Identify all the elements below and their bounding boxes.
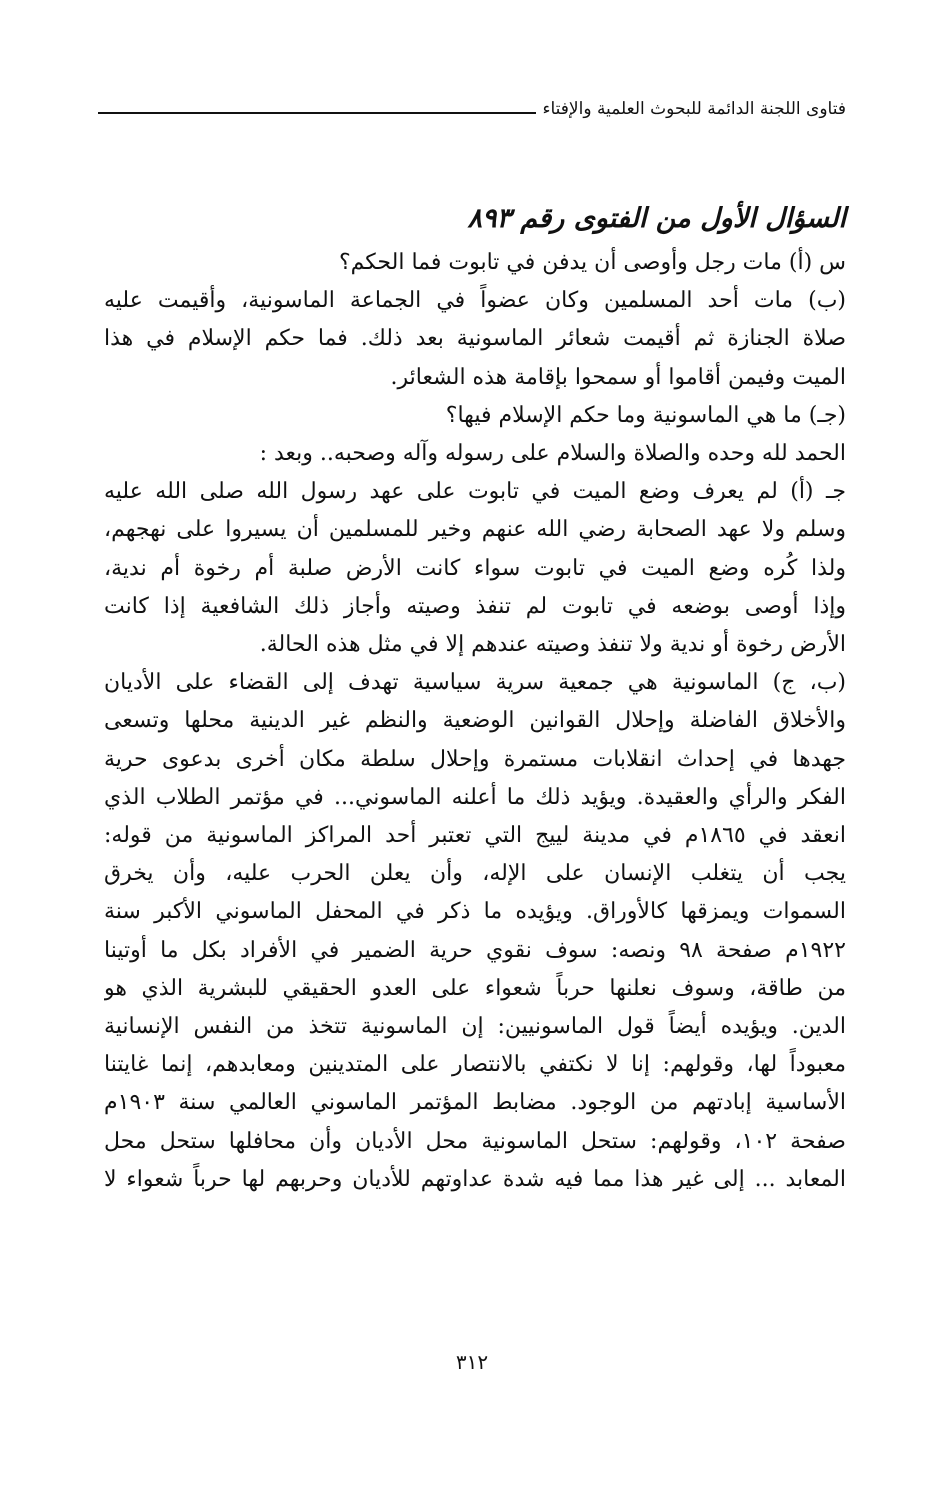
page-body bbox=[104, 196, 846, 1199]
running-header bbox=[98, 88, 846, 118]
text-line: صلاة الجنازة ثم أقيمت شعائر الماسونية بعد ذلك. فما حكم الإسلام في هذا bbox=[104, 326, 846, 352]
text-line: س (أ) مات رجل وأوصى أن يدفن في تابوت فما الحكم؟ bbox=[338, 250, 846, 275]
text-line: صفحة ١٠٢، وقولهم: ستحل الماسونية محل الأديان وأن محافلها ستحل محل bbox=[104, 1128, 846, 1154]
text-line: يجب أن يتغلب الإنسان على الإله، وأن يعلن الحرب عليه، وأن يخرق bbox=[104, 861, 846, 887]
text-line: الميت وفيمن أقاموا أو سمحوا بإقامة هذه الشعائر. bbox=[390, 364, 846, 390]
text-line: ولذا كُره وضع الميت في تابوت سواء كانت الأرض صلبة أم رخوة أم ندية، bbox=[104, 555, 846, 581]
text-line: معبوداً لها، وقولهم: إنا لا نكتفي بالانتصار على المتدينين ومعابدهم، إنما غايتنا bbox=[104, 1052, 846, 1078]
text-line: (ب) مات أحد المسلمين وكان عضواً في الجماعة الماسونية، وأقيمت عليه bbox=[104, 288, 846, 314]
question-title: السؤال الأول من الفتوى رقم ٨٩٣ bbox=[467, 203, 846, 234]
header-rule bbox=[98, 112, 536, 114]
page-number: ٣١٢ bbox=[455, 1350, 489, 1374]
text-line: جهدها في إحداث انقلابات مستمرة وإحلال سلطة مكان أخرى بدعوى حرية bbox=[104, 746, 846, 772]
text-line: والأخلاق الفاضلة وإحلال القوانين الوضعية والنظم غير الدينية محلها وتسعى bbox=[104, 708, 846, 734]
text-line: الأرض رخوة أو ندية ولا تنفذ وصيته عندهم إلا في مثل هذه الحالة. bbox=[259, 632, 846, 658]
text-line: الفكر والرأي والعقيدة. ويؤيد ذلك ما أعلنه الماسوني... في مؤتمر الطلاب الذي bbox=[104, 784, 846, 810]
text-line: وسلم ولا عهد الصحابة رضي الله عنهم وخير للمسلمين أن يسيروا على نهجهم، bbox=[104, 517, 846, 543]
text-line: الدين. ويؤيده أيضاً قول الماسونيين: إن الماسونية تتخذ من النفس الإنسانية bbox=[104, 1014, 846, 1040]
text-line: الحمد لله وحده والصلاة والسلام على رسوله وآله وصحبه.. وبعد : bbox=[259, 441, 846, 467]
text-line: المعابد ... إلى غير هذا مما فيه شدة عداوتهم للأديان وحربهم لها حرباً شعواء لا bbox=[104, 1166, 846, 1192]
running-header-title: فتاوى اللجنة الدائمة للبحوث العلمية والإفتاء bbox=[542, 99, 846, 119]
text-line: (جـ) ما هي الماسونية وما حكم الإسلام فيها؟ bbox=[445, 402, 846, 428]
text-line: جـ (أ) لم يعرف وضع الميت في تابوت على عهد رسول الله صلى الله عليه bbox=[104, 479, 846, 505]
text-line: من طاقة، وسوف نعلنها حرباً شعواء على العدو الحقيقي للبشرية الذي هو bbox=[104, 975, 846, 1001]
text-line: انعقد في ١٨٦٥م في مدينة لييج التي تعتبر أحد المراكز الماسونية من قوله: bbox=[104, 823, 846, 849]
text-line: (ب، ج) الماسونية هي جمعية سرية سياسية تهدف إلى القضاء على الأديان bbox=[104, 670, 846, 696]
text-line: الأساسية إبادتهم من الوجود. مضابط المؤتمر الماسوني العالمي سنة ١٩٠٣م bbox=[104, 1090, 846, 1116]
text-line: وإذا أوصى بوضعه في تابوت لم تنفذ وصيته وأجاز ذلك الشافعية إذا كانت bbox=[104, 593, 846, 619]
text-line: السموات ويمزقها كالأوراق. ويؤيده ما ذكر في المحفل الماسوني الأكبر سنة bbox=[104, 899, 846, 925]
text-line: ١٩٢٢م صفحة ٩٨ ونصه: سوف نقوي حرية الضمير في الأفراد بكل ما أوتينا bbox=[104, 937, 846, 963]
